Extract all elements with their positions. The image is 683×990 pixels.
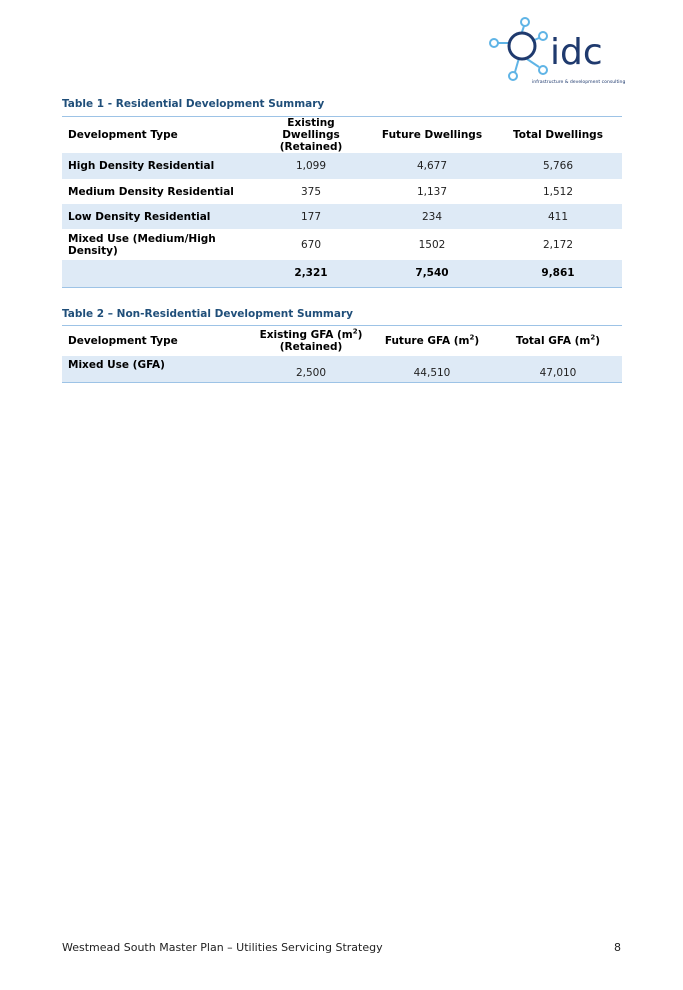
col-header-future: Future Dwellings (381, 129, 483, 141)
row-label: Mixed Use (GFA) (62, 356, 252, 383)
total-gfa-close: ) (595, 334, 601, 347)
col-header-existing: Existing Dwellings (Retained) (279, 117, 343, 153)
non-residential-summary-table (62, 325, 622, 383)
totals-label (62, 260, 252, 287)
existing-gfa-close: ) (357, 328, 363, 341)
superscript: 2 (590, 333, 596, 342)
cell-future: 44,510 (370, 356, 494, 383)
table-header-row (62, 326, 622, 356)
cell-existing: 177 (252, 204, 370, 229)
col-header-development-type: Development Type (68, 334, 178, 347)
total-gfa-label: Total GFA (m (515, 334, 591, 347)
col-header-development-type: Development Type (68, 129, 178, 141)
cell-total: 47,010 (494, 356, 622, 383)
page-number: 8 (614, 941, 621, 954)
cell-future: 4,677 (370, 153, 494, 179)
company-logo (486, 14, 626, 86)
cell-future: 1502 (418, 238, 446, 251)
col-header-existing-gfa (252, 326, 370, 356)
existing-gfa-retained: (Retained) (279, 340, 343, 353)
col-header-total-gfa (494, 326, 622, 356)
table-row (62, 229, 622, 260)
future-gfa-close: ) (474, 334, 480, 347)
footer-title: Westmead South Master Plan – Utilities Servicing Strategy (62, 941, 383, 954)
row-label: Low Density Residential (62, 204, 252, 229)
col-header-total: Total Dwellings (513, 129, 603, 141)
residential-summary-table (62, 116, 622, 288)
row-label: Mixed Use (Medium/High Density) (68, 232, 216, 257)
existing-gfa-label: Existing GFA (m (259, 328, 353, 341)
total-total: 9,861 (494, 260, 622, 287)
table1-caption: Table 1 - Residential Development Summary (62, 98, 325, 110)
cell-total: 2,172 (542, 238, 574, 251)
table-row (62, 204, 622, 229)
row-label: High Density Residential (62, 153, 252, 179)
cell-existing: 375 (300, 185, 322, 198)
table-row (62, 153, 622, 179)
table2-caption: Table 2 – Non-Residential Development Summary (62, 308, 353, 320)
cell-future: 1,137 (416, 185, 448, 198)
logo-tagline: infrastructure & development consulting (532, 80, 626, 85)
cell-total: 411 (494, 204, 622, 229)
table-row (62, 356, 622, 383)
table-header-row (62, 117, 622, 154)
table-row (62, 179, 622, 204)
superscript: 2 (469, 333, 475, 342)
logo-wordmark: idc (550, 32, 603, 73)
totals-row (62, 260, 622, 287)
cell-existing: 1,099 (252, 153, 370, 179)
cell-existing: 2,500 (252, 356, 370, 383)
future-gfa-label: Future GFA (m (384, 334, 470, 347)
cell-future: 234 (370, 204, 494, 229)
total-existing: 2,321 (252, 260, 370, 287)
row-label: Medium Density Residential (68, 185, 234, 198)
cell-total: 5,766 (494, 153, 622, 179)
col-header-future-gfa (370, 326, 494, 356)
cell-total: 1,512 (542, 185, 574, 198)
cell-existing: 670 (300, 238, 322, 251)
total-future: 7,540 (370, 260, 494, 287)
superscript: 2 (352, 327, 358, 336)
